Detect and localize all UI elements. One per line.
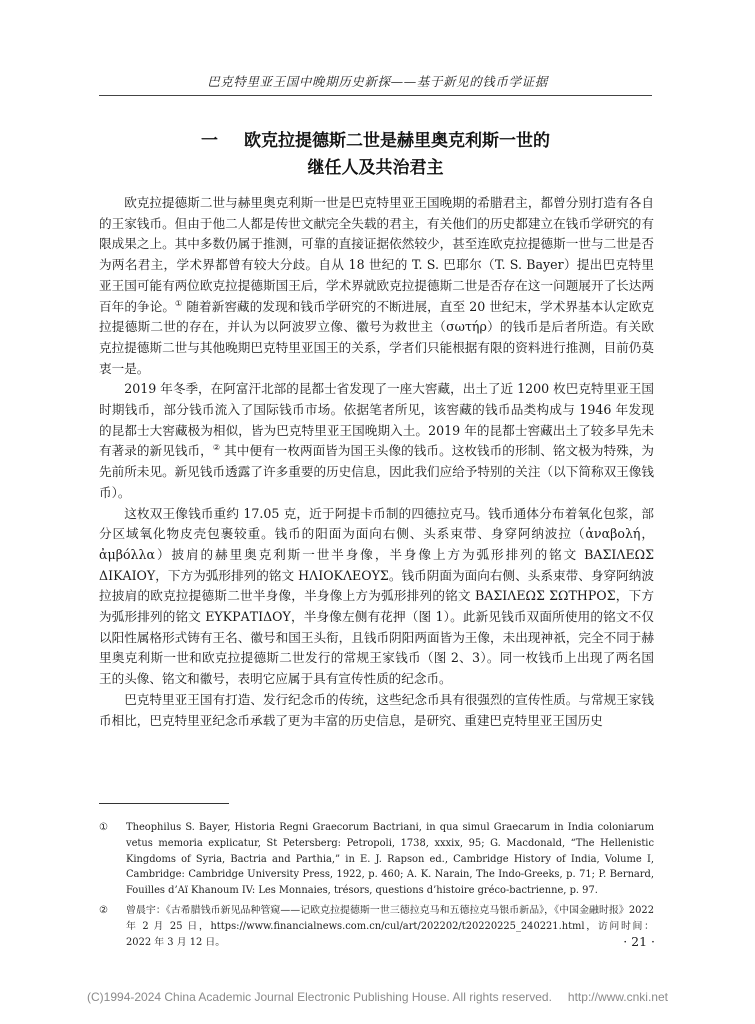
cnki-link[interactable]: http://www.cnki.net (567, 990, 668, 1004)
footnote-2-mark: ② (99, 904, 108, 916)
paragraph-1-text: 欧克拉提德斯二世与赫里奥克利斯一世是巴克特里亚王国晚期的希腊君主，都曾分别打造有各自的王家钱币。但由于他二人都是传世文献完全失载的君主，有关他们的历史都建立在钱币学研究的有限成果之上。其中多数仍属于推测，可靠的直接证据依然较少，甚至连欧克拉提德斯一世与二世是否为两名君主，学术界都曾有较大分歧。自从 18 世纪的 T. S. 巴耶尔（T. S. Bayer）提出巴克特里亚王国可能有两位欧克拉提德斯国王后，学术界就欧克拉提德斯二世是否存在这一问题展开了长达两百年的争论。 (99, 195, 654, 314)
paragraph-3 (99, 504, 654, 690)
footnote-ref-1[interactable]: ① (175, 298, 183, 308)
footnote-ref-2[interactable]: ② (212, 443, 221, 453)
footnote-2 (99, 903, 654, 950)
footnote-rule (99, 803, 229, 804)
paragraph-3-text: 这枚双王像钱币重约 17.05 克，近于阿提卡币制的四德拉克马。钱币通体分布着氧化包浆，部分区域氧化物皮壳包裹较重。钱币的阳面为面向右侧、头系束带、身穿阿纳波拉（ἀναβολή，ἀμβόλλα）披肩的赫里奥克利斯一世半身像，半身像上方为弧形排列的铭文 ΒΑΣΙΛΕΩΣ ΔΙΚΑΙΟΥ，下方为弧形排列的铭文 ΗΛΙΟΚΛΕΟΥΣ。钱币阴面为面向右侧、头系束带、身穿阿纳波拉披肩的欧克拉提德斯二世半身像，半身像上方为弧形排列的铭文 ΒΑΣΙΛΕΩΣ ΣΩΤΗΡΟΣ，下方为弧形排列的铭文 ΕΥΚΡΑΤΙΔΟΥ，半身像左侧有花押（图 1）。此新见钱币双面所使用的铭文不仅以阳性属格形式铸有王名、徽号和国王头衔，且钱币阴阳两面皆为王像，未出现神祇，完全不同于赫里奥克利斯一世和欧克拉提德斯二世发行的常规王家钱币（图 2、3）。同一枚钱币上出现了两名国王的头像、铭文和徽号，表明它应属于具有宣传性质的纪念币。 (99, 505, 654, 687)
footnotes (99, 820, 654, 954)
paragraph-4 (99, 690, 654, 731)
footnote-1-mark: ① (99, 822, 108, 833)
paragraph-2-text: 2019 年冬季，在阿富汗北部的昆都士省发现了一座大窖藏，出土了近 1200 枚巴克特里亚王国时期钱币，部分钱币流入了国际钱币市场。依据笔者所见，该窖藏的钱币品类构成与 1946 年发现的昆都士大窖藏极为相似，皆为巴克特里亚王国晚期入土。2019 年的昆都士窖藏出土了较多早先未有著录的新见钱币， (99, 381, 654, 459)
copyright-footer (0, 990, 755, 1004)
body-text (99, 193, 654, 731)
section-title-line-2: 继任人及共治君主 (307, 158, 444, 178)
section-title (99, 128, 652, 182)
header-rule (99, 95, 652, 96)
section-number: 一 (201, 131, 218, 151)
paragraph-2-text-after: 其中便有一枚两面皆为国王头像的钱币。这枚钱币的形制、铭文极为特殊，为先前所未见。新见钱币透露了许多重要的历史信息，因此我们应给予特别的关注（以下简称双王像钱币）。 (99, 443, 655, 500)
paragraph-1-text-after: 随着新窖藏的发现和钱币学研究的不断进展，直至 20 世纪末，学术界基本认定欧克拉提德斯二世的存在，并认为以阿波罗立像、徽号为救世主（σωτήρ）的钱币是后者所造。有关欧克拉提德斯二世与其他晚期巴克特里亚国王的关系，学者们只能根据有限的资料进行推测，目前仍莫衷一是。 (99, 298, 654, 376)
section-title-line-1 (99, 128, 652, 155)
copyright-text: (C)1994-2024 China Academic Journal Electronic Publishing House. All rights reserved. (87, 990, 552, 1004)
footnote-1-text: Theophilus S. Bayer, Historia Regni Graecorum Bactriani, in qua simul Graecarum in India coloniarum vetus memoria explicatur, St Petersberg: Petropoli, 1738, xxxix, 95; G. Macdonald, “The Hellenistic Kingdoms of Syria, Bactria and Parthia,” in E. J. Rapson ed., Cambridge History of India, Volume I, Cambridge: Cambridge University Press, 1922, p. 460; A. K. Narain, The Indo-Greeks, p. 71; P. Bernard, Fouilles d’Aï Khanoum IV: Les Monnaies, trésors, questions d’histoire gréco-bactrienne, p. 97. (126, 822, 654, 897)
paragraph-1 (99, 193, 654, 379)
page-number: · 21 · (623, 934, 655, 949)
paragraph-2 (99, 379, 654, 503)
paragraph-4-text: 巴克特里亚王国有打造、发行纪念币的传统，这些纪念币具有很强烈的宣传性质。与常规王家钱币相比，巴克特里亚纪念币承载了更为丰富的历史信息，是研究、重建巴克特里亚王国历史 (99, 691, 654, 728)
footnote-1 (99, 820, 654, 899)
section-title-text-1: 欧克拉提德斯二世是赫里奥克利斯一世的 (244, 131, 550, 151)
running-head: 巴克特里亚王国中晚期历史新探——基于新见的钱币学证据 (207, 74, 548, 89)
footnote-2-text: 曾晨宇：《古希腊钱币新见品种管窥——记欧克拉提德斯一世三德拉克马和五德拉克马银币新品》，《中国金融时报》2022 年 2 月 25 日，https://www.financialnews.com.cn/cul/art/202202/t20220225_240221.html，访问时间：2022 年 3 月 12 日。 (126, 904, 654, 948)
